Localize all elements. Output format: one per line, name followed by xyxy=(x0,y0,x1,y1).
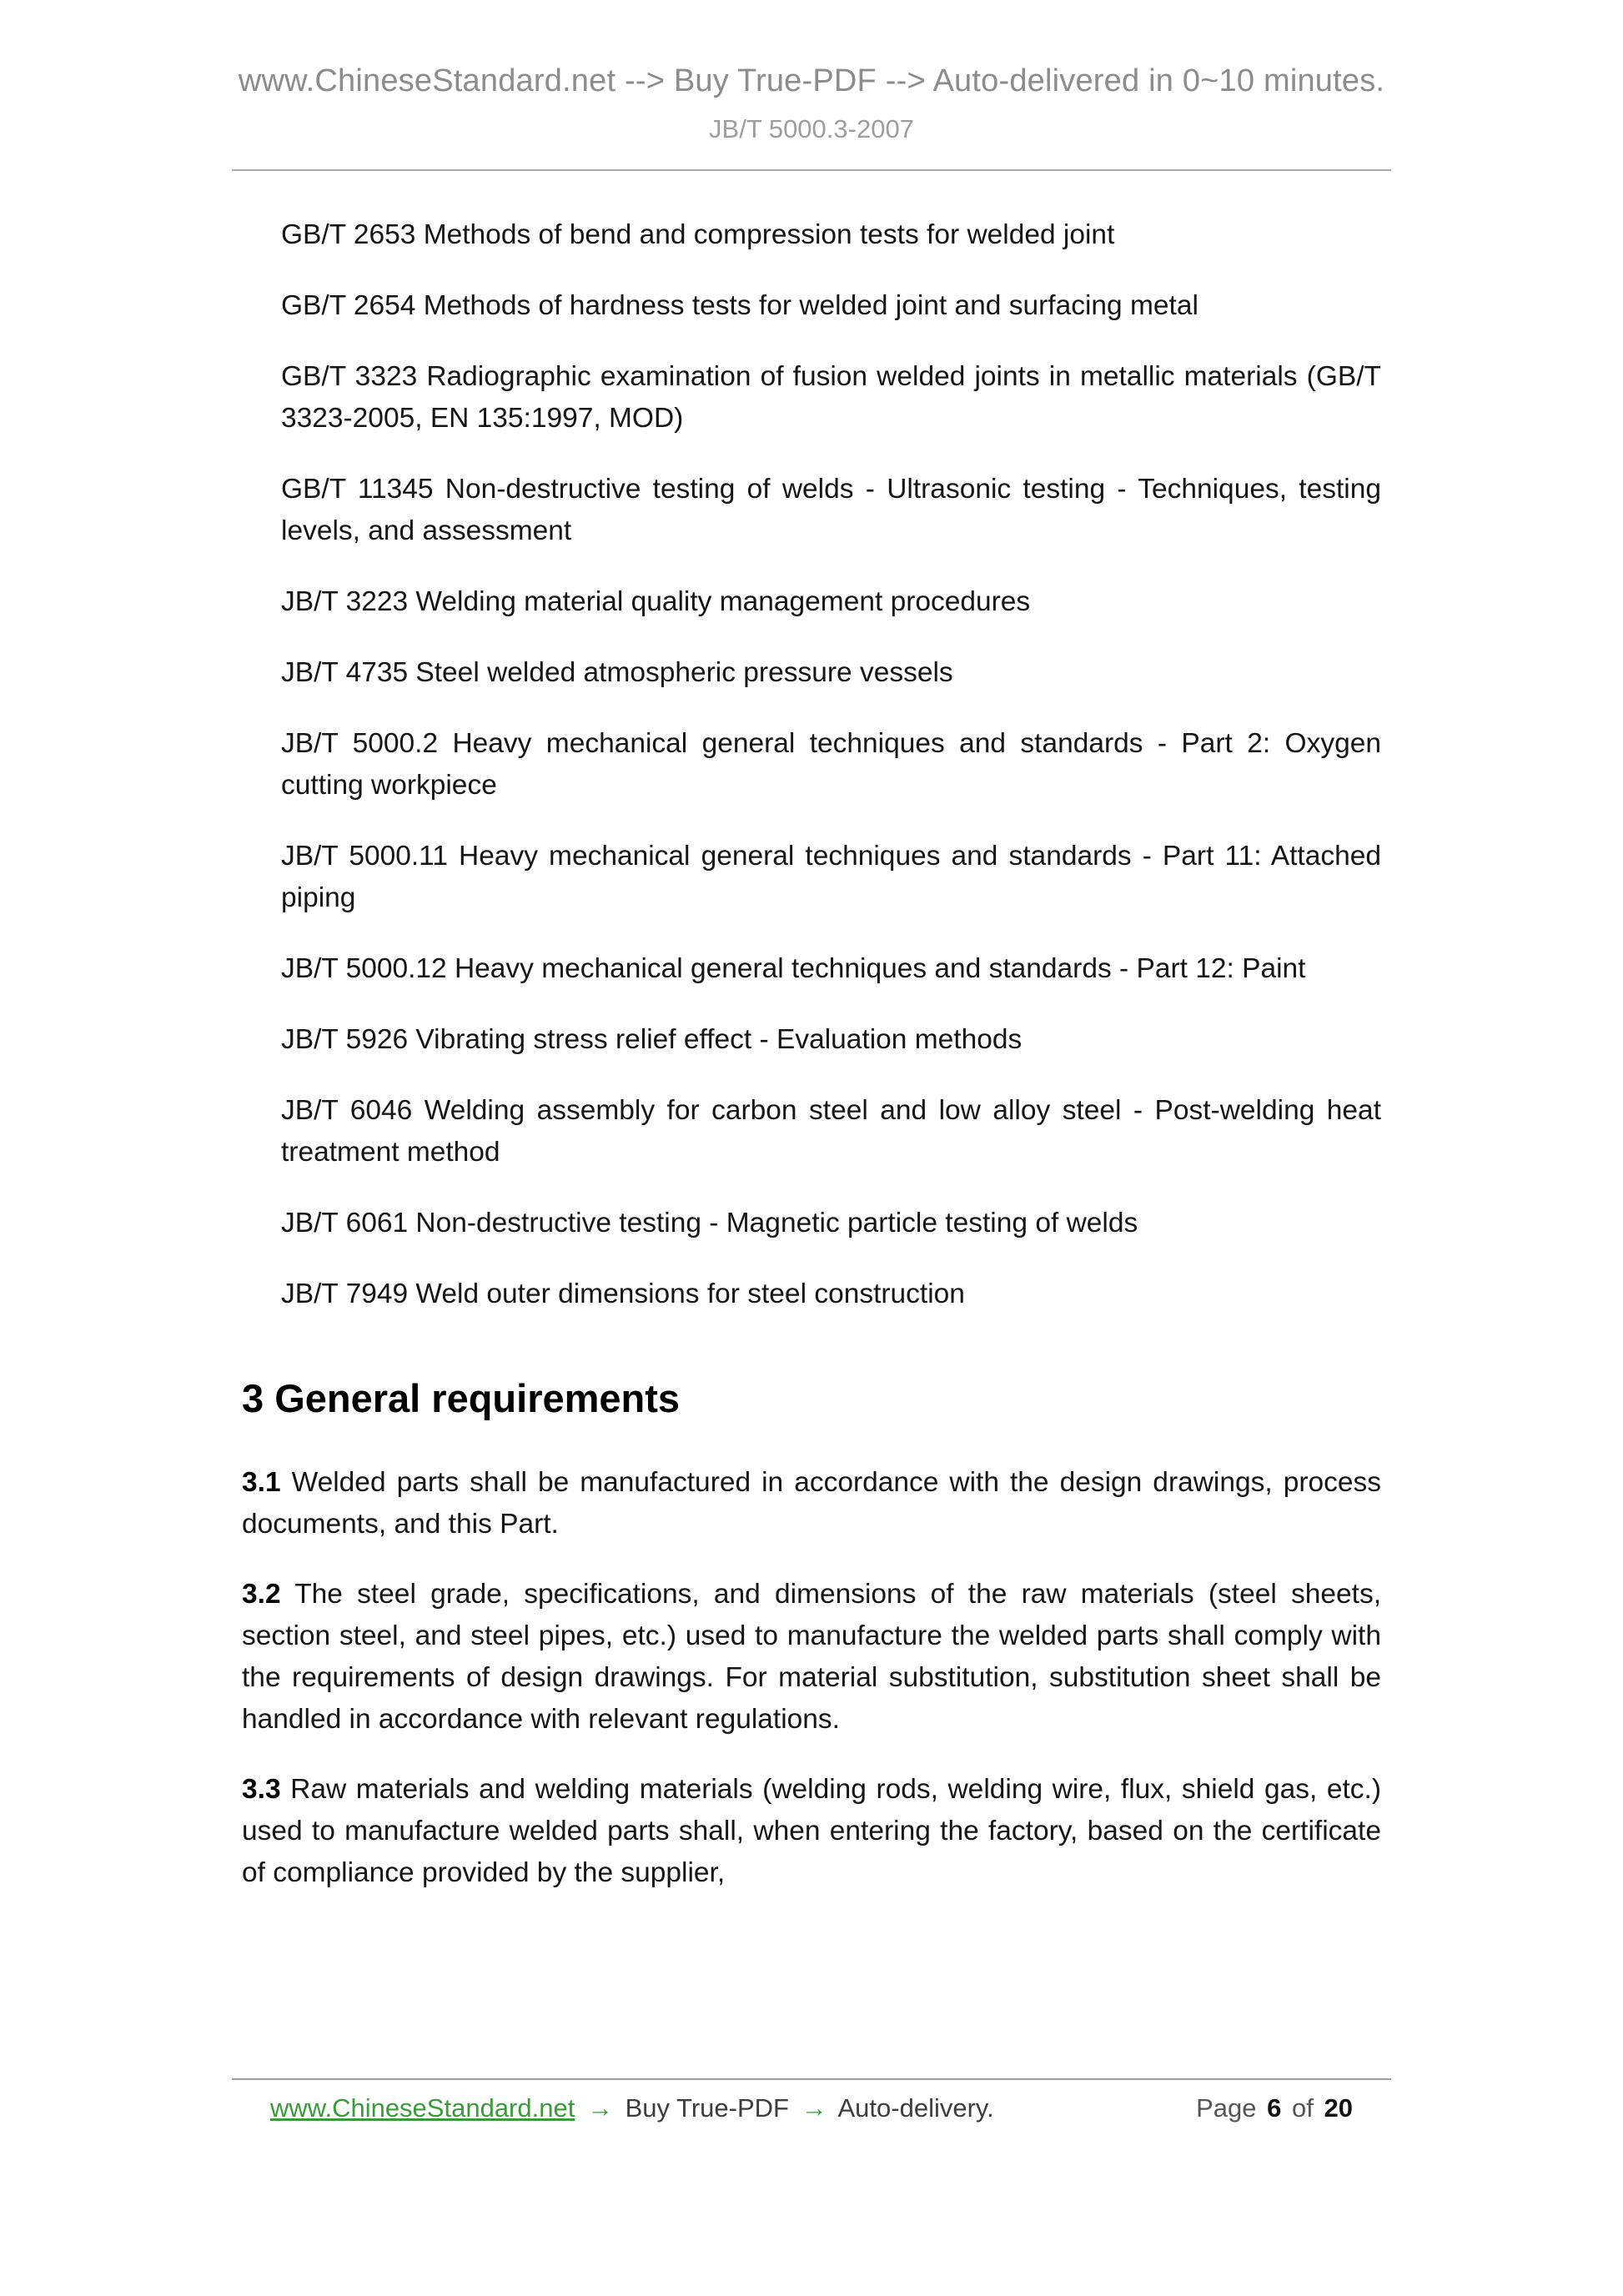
header-divider xyxy=(232,169,1391,171)
section-heading: 3 General requirements xyxy=(242,1376,681,1420)
right-arrow-icon: → xyxy=(801,2093,827,2123)
page-header xyxy=(0,0,1623,171)
reference-item: JB/T 6061 Non-destructive testing - Magnetic particle testing of welds xyxy=(281,1208,1138,1238)
clause-number: 3.1 xyxy=(242,1467,281,1498)
header-url-line: www.ChineseStandard.net --> Buy True-PDF --> Auto-delivered in 0~10 minutes. xyxy=(238,63,1385,98)
body-paragraph xyxy=(242,1462,1381,1545)
page-total: 20 xyxy=(1324,2093,1353,2123)
reference-item: GB/T 2653 Methods of bend and compression tests for welded joint xyxy=(281,219,1115,250)
page-footer xyxy=(232,2078,1391,2123)
of-label: of xyxy=(1292,2093,1314,2123)
clause-number: 3.2 xyxy=(242,1579,281,1610)
body-paragraph xyxy=(242,1769,1381,1894)
footer-link[interactable]: www.ChineseStandard.net xyxy=(270,2093,575,2123)
footer-page-indicator xyxy=(1196,2093,1353,2123)
reference-item: JB/T 7949 Weld outer dimensions for steel construction xyxy=(281,1279,965,1309)
reference-item: JB/T 5000.2 Heavy mechanical general techniques and standards - Part 2: Oxygen cutting workpiece xyxy=(281,728,1381,801)
reference-item: GB/T 2654 Methods of hardness tests for welded joint and surfacing metal xyxy=(281,290,1198,321)
footer-left xyxy=(270,2093,994,2123)
reference-item: JB/T 3223 Welding material quality management procedures xyxy=(281,586,1031,617)
reference-item: JB/T 5000.12 Heavy mechanical general techniques and standards - Part 12: Paint xyxy=(281,953,1306,984)
footer-buy-text: Buy True-PDF xyxy=(625,2093,789,2123)
reference-item: GB/T 3323 Radiographic examination of fusion welded joints in metallic materials (GB/T 3323-2005, EN 135:1997, MOD) xyxy=(281,361,1381,434)
clause-text: Raw materials and welding materials (welding rods, welding wire, flux, shield gas, etc.) used to manufacture welded parts shall, when entering the factory, based on the certificate of compliance provided by the supplier, xyxy=(242,1774,1381,1888)
references-list xyxy=(242,214,1381,1315)
reference-item: JB/T 6046 Welding assembly for carbon steel and low alloy steel - Post-welding heat treatment method xyxy=(281,1095,1381,1168)
reference-item: JB/T 5926 Vibrating stress relief effect - Evaluation methods xyxy=(281,1024,1023,1055)
clause-text: The steel grade, specifications, and dimensions of the raw materials (steel sheets, section steel, and steel pipes, etc.) used to manufacture the welded parts shall comply with the requirements of design drawings. For material substitution, substitution sheet shall be handled in accordance with relevant regulations. xyxy=(242,1579,1381,1735)
clause-text: Welded parts shall be manufactured in accordance with the design drawings, process documents, and this Part. xyxy=(242,1467,1381,1540)
body-paragraph xyxy=(242,1574,1381,1741)
reference-item: JB/T 4735 Steel welded atmospheric pressure vessels xyxy=(281,657,953,688)
reference-item: JB/T 5000.11 Heavy mechanical general techniques and standards - Part 11: Attached piping xyxy=(281,841,1381,913)
document-content xyxy=(242,214,1381,1894)
clause-number: 3.3 xyxy=(242,1774,281,1805)
page-label: Page xyxy=(1196,2093,1257,2123)
reference-item: GB/T 11345 Non-destructive testing of welds - Ultrasonic testing - Techniques, testing levels, and assessment xyxy=(281,474,1381,546)
header-doc-number: JB/T 5000.3-2007 xyxy=(709,114,914,143)
right-arrow-icon: → xyxy=(586,2093,613,2123)
page-number: 6 xyxy=(1267,2093,1282,2123)
footer-delivery-text: Auto-delivery. xyxy=(837,2093,994,2123)
